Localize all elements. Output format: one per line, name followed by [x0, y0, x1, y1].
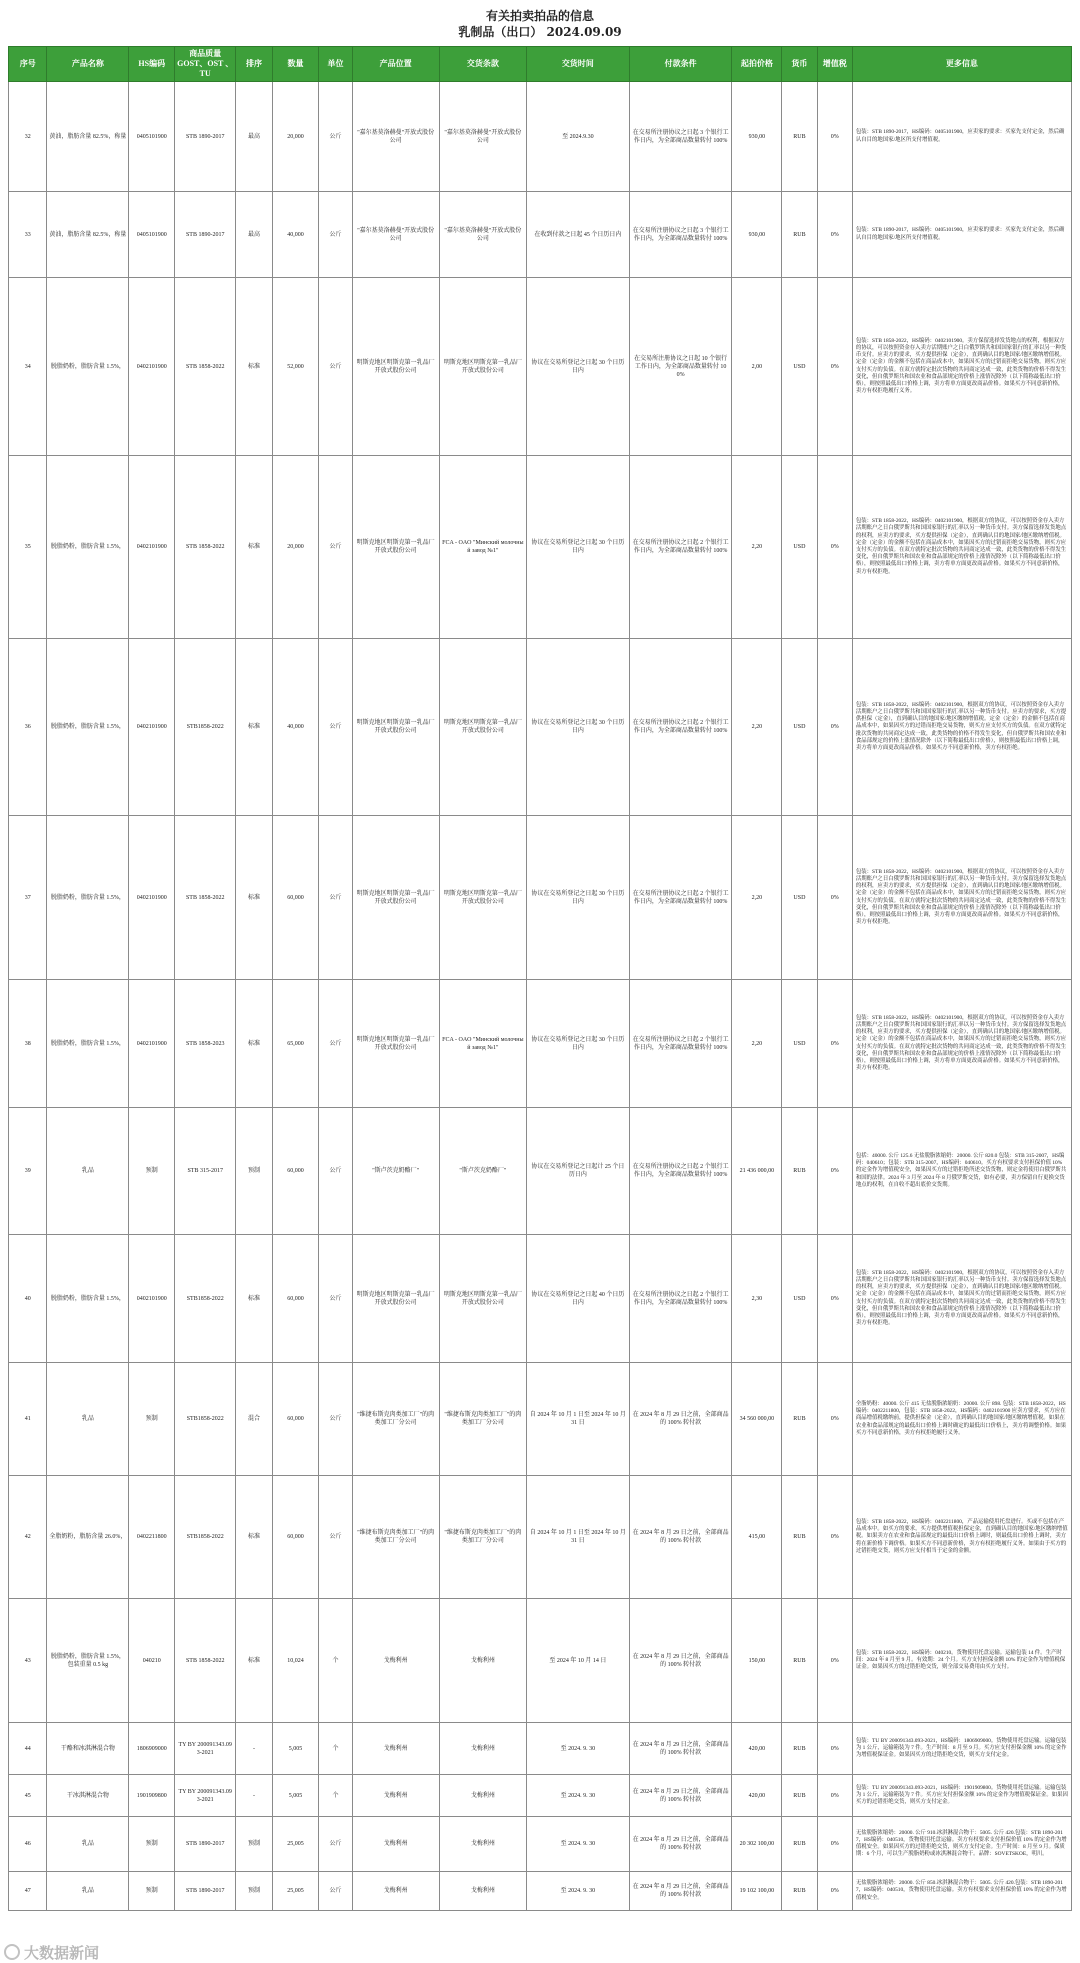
cell-delivery-time: 协议在交易所登记之日起 30 个日历日内 [526, 278, 629, 456]
cell-hs: 0405101900 [129, 82, 175, 192]
cell-price: 420,00 [732, 1775, 782, 1817]
table-row [9, 816, 1072, 980]
col-header: HS编码 [129, 47, 175, 82]
table-row [9, 1363, 1072, 1476]
cell-currency: RUB [782, 82, 817, 192]
cell-unit: 公斤 [319, 82, 352, 192]
cell-hs: 0405101900 [129, 192, 175, 278]
cell-terms: "嘉尔基莫洛赫曼"开放式股份公司 [439, 82, 526, 192]
cell-terms: FCA - OAO "Минский молочный завод №1" [439, 980, 526, 1108]
cell-unit: 公斤 [319, 1235, 352, 1363]
cell-qty: 5,005 [272, 1723, 319, 1775]
cell-name: 乳品 [47, 1817, 129, 1872]
cell-payment: 在 2024 年 8 月 29 日之前，全部商品的 100% 转付款 [629, 1817, 732, 1872]
cell-info: 包装：STB 1858-2022，HS编码：0402101900，根据双方的协议，可以按照资金存入卖方活期账户之日白俄罗斯共和国国家银行的汇率以另一种货币支付。卖方保留选择发货地点的权利，应卖方的要求，买方提供担保（定金），直到确认目的地国家/地区缴纳增值税。定金（定金）的金额不包括在商品成本中，如果因买方的过错而拒绝交易货物，则买方应支付买方的负债。在双方就特定批次货物的共同商定达成一致，此类货物的价格不得发生变化，但自俄罗斯共和国农业和食品部规定的价格上涨情况除外（以下简称最低出口价格），则按照最低出口价格上调，卖方将单方面更改商品价格。如果买方不同意新价格，卖方有权拒绝。 [852, 980, 1071, 1108]
cell-location: 戈梅利州 [352, 1723, 439, 1775]
cell-delivery-time: 协议在交易所登记之日起计 25 个日历日内 [526, 1108, 629, 1235]
cell-qty: 40,000 [272, 192, 319, 278]
col-header: 货币 [782, 47, 817, 82]
cell-sort: 标准 [236, 1599, 272, 1723]
cell-no: 36 [9, 639, 47, 816]
table-row [9, 82, 1072, 192]
cell-delivery-time: 在收到付款之日起 45 个日历日内 [526, 192, 629, 278]
cell-currency: USD [782, 816, 817, 980]
cell-delivery-time: 至 2024 年 10 月 14 日 [526, 1599, 629, 1723]
cell-price: 2,20 [732, 980, 782, 1108]
col-header: 起拍价格 [732, 47, 782, 82]
cell-name: 脱脂奶粉，脂肪含量 1.5%， [47, 1235, 129, 1363]
cell-qty: 25,005 [272, 1872, 319, 1911]
cell-sort: 最高 [236, 192, 272, 278]
cell-currency: RUB [782, 192, 817, 278]
cell-hs: 0402101900 [129, 639, 175, 816]
table-row [9, 980, 1072, 1108]
cell-sort: 标准 [236, 980, 272, 1108]
cell-location: 明斯克地区明斯克第一乳品厂开放式股份公司 [352, 456, 439, 639]
cell-payment: 在交易所注册协议之日起 2 个银行工作日内，为全部商品数量转付 100% [629, 1235, 732, 1363]
cell-info: 包括：40000. 公斤 125.6 无盐脱脂浓缩奶：20000. 公斤 820.0 包装：STB 315-2007，HS编码：040610；包装：STB 315-2007，HS编码：040610。买方有权要求支付担保价值 10% 的定金作为增值税安全，如果因买方的过错拒绝所述交货货物，则定金将使用白俄罗斯共和国的法律。2024 年 3 月至 2024 年 8 月俄罗斯交货，如有必要，卖方保留自行更换交货地点的权利，在自收不超出底价交货期。 [852, 1108, 1071, 1235]
cell-unit: 个 [319, 1723, 352, 1775]
cell-unit: 公斤 [319, 1363, 352, 1476]
cell-std: STB 315-2017 [175, 1108, 236, 1235]
cell-no: 46 [9, 1817, 47, 1872]
cell-vat: 0% [817, 816, 852, 980]
cell-payment: 在 2024 年 8 月 29 日之前，全部商品的 100% 转付款 [629, 1476, 732, 1599]
cell-hs: 0402101900 [129, 456, 175, 639]
cell-vat: 0% [817, 1363, 852, 1476]
cell-price: 34 560 000,00 [732, 1363, 782, 1476]
cell-unit: 公斤 [319, 639, 352, 816]
cell-vat: 0% [817, 639, 852, 816]
cell-no: 32 [9, 82, 47, 192]
table-row [9, 278, 1072, 456]
cell-std: STB 1858-2022 [175, 816, 236, 980]
cell-name: 乳品 [47, 1872, 129, 1911]
col-header: 产品位置 [352, 47, 439, 82]
cell-price: 19 102 100,00 [732, 1872, 782, 1911]
cell-sort: 最高 [236, 82, 272, 192]
cell-info: 包装：STB 1890-2017，HS编码：0405101900，应卖家的要求：买家先支付定金，然后确认自目的地国家/地区所支付增值税。 [852, 82, 1071, 192]
cell-sort: 标准 [236, 456, 272, 639]
cell-currency: RUB [782, 1872, 817, 1911]
cell-delivery-time: 至 2024. 9. 30 [526, 1775, 629, 1817]
cell-hs: 0402101900 [129, 1235, 175, 1363]
cell-no: 42 [9, 1476, 47, 1599]
table-row [9, 1872, 1072, 1911]
cell-vat: 0% [817, 1476, 852, 1599]
cell-payment: 在交易所注册协议之日起 3 个银行工作日内，为全部商品数量转付 100% [629, 192, 732, 278]
cell-sort: 预制 [236, 1817, 272, 1872]
cell-unit: 公斤 [319, 980, 352, 1108]
cell-hs: 0402101900 [129, 278, 175, 456]
cell-currency: RUB [782, 1775, 817, 1817]
cell-price: 930,00 [732, 192, 782, 278]
cell-price: 420,00 [732, 1723, 782, 1775]
cell-info: 包装：STB 1858-2022，HS编码：0402211800，产品运输使用托盘进行。买或不包括在产品成本中。如买方的要求，买方提供增值税担保定金，直到确认目的地国家/地区缴纳增值税。如果卖方在农业和食品部规定的最低出口价格上调时，则最低出口价格上调时，卖方将在新价格下调价格。如果买方不同意新价格，卖方有权拒绝履行义务。如果由于买方的过错拒绝交货，则买方应支付相当于定金的金额。 [852, 1476, 1071, 1599]
cell-vat: 0% [817, 278, 852, 456]
cell-qty: 40,000 [272, 639, 319, 816]
cell-name: 脱脂奶粉，脂肪含量 1.5%， [47, 980, 129, 1108]
cell-price: 2,20 [732, 639, 782, 816]
cell-payment: 在交易所注册协议之日起 2 个银行工作日内，为全部商品数量转付 100% [629, 816, 732, 980]
cell-info: 包装：STB 1858-2022，HS编码：0402101900。卖方保留选择发货地点的权利，根据双方的协议，可以按照资金存入卖方活期账户之日白俄罗斯共和国国家银行的汇率以另一种货币支付。应卖方的要求，买方提供担保（定金），直到确认目的地国家/地区缴纳增值税。定金（定金）的金额不包括在商品成本中，如果因买方的过错而拒绝交易货物，则买方应支付买方的负债。在双方就特定批次货物的共同商定达成一致，此类货物的价格不得发生变化，但自俄罗斯共和国农业和食品部规定的价格上涨情况除外（以下简称最低出口价格），则按照最低出口价格上调，卖方将单方面更改商品价格。如果买方不同意新价格，卖方有权拒绝履行义务。 [852, 278, 1071, 456]
col-header: 付款条件 [629, 47, 732, 82]
table-row [9, 639, 1072, 816]
cell-unit: 公斤 [319, 1872, 352, 1911]
table-row [9, 1108, 1072, 1235]
cell-qty: 60,000 [272, 1235, 319, 1363]
table-row [9, 1775, 1072, 1817]
cell-payment: 在 2024 年 8 月 29 日之前，全部商品的 100% 转付款 [629, 1872, 732, 1911]
cell-name: 脱脂奶粉，脂肪含量 1.5%， [47, 278, 129, 456]
page-subtitle: 乳制品（出口） 2024.09.09 [458, 25, 622, 39]
cell-std: STB 1890-2017 [175, 1872, 236, 1911]
cell-qty: 5,005 [272, 1775, 319, 1817]
cell-info: 包装：STB 1890-2017，HS编码：0405101900，应卖家的要求：买家先支付定金，然后确认自目的地国家/地区所支付增值税。 [852, 192, 1071, 278]
cell-price: 415,00 [732, 1476, 782, 1599]
cell-terms: "嘉尔基莫洛赫曼"开放式股份公司 [439, 192, 526, 278]
watermark-text: 大数据新闻 [24, 1943, 100, 1962]
cell-sort: - [236, 1775, 272, 1817]
cell-vat: 0% [817, 1775, 852, 1817]
cell-hs: 1901909800 [129, 1775, 175, 1817]
cell-location: 明斯克地区明斯克第一乳品厂开放式股份公司 [352, 1235, 439, 1363]
cell-info: 包装：STB 1858-2022，HS编码：040210。货物使用托盘运输。运输包装 14 件。生产时间：2024 年 8 月至 9 月。有效期：24 个月。买方支付担保金额 10% 的定金作为增值税保证金。如果因买方的过错拒绝交货，则全部交易费用由买方支付。 [852, 1599, 1071, 1723]
cell-currency: RUB [782, 1723, 817, 1775]
cell-sort: 标准 [236, 816, 272, 980]
title-block [0, 8, 1080, 40]
cell-name: 干酪和冰淇淋混合物 [47, 1723, 129, 1775]
cell-payment: 在 2024 年 8 月 29 日之前，全部商品的 100% 转付款 [629, 1363, 732, 1476]
cell-no: 37 [9, 816, 47, 980]
cell-unit: 个 [319, 1775, 352, 1817]
cell-std: STB 1858-2022 [175, 1599, 236, 1723]
cell-info: 包装：TU BY 200091343.093-2021，HS编码：1901909800。货物使用托盘运输。运输包装为 1 公斤，运输箱装为 7 件。买方应支付担保金额 10% 的定金作为增值税保证金。如果因买方的过错拒绝交货，则买方支付定金。 [852, 1775, 1071, 1817]
cell-location: "斯卢茨克奶酪厂" [352, 1108, 439, 1235]
cell-unit: 公斤 [319, 1476, 352, 1599]
cell-qty: 60,000 [272, 1476, 319, 1599]
cell-no: 41 [9, 1363, 47, 1476]
cell-name: 脱脂奶粉，脂肪含量 1.5%，包装重量 0.5 kg [47, 1599, 129, 1723]
cell-std: STB 1890-2017 [175, 192, 236, 278]
cell-no: 39 [9, 1108, 47, 1235]
table-row [9, 1235, 1072, 1363]
cell-qty: 20,000 [272, 456, 319, 639]
cell-location: 戈梅利州 [352, 1599, 439, 1723]
cell-info: 包装：STB 1858-2022，HS编码：0402101900，根据双方的协议，可以按照资金存入卖方活期账户之日白俄罗斯共和国国家银行的汇率以另一种货币支付。卖方保留选择发货地点的权利，应卖方的要求，买方提供担保（定金），直到确认目的地国家/地区缴纳增值税。定金（定金）的金额不包括在商品成本中，如果因买方的过错而拒绝交易货物，则买方应支付买方的负债。在双方就特定批次货物的共同商定达成一致，此类货物的价格不得发生变化，但自俄罗斯共和国农业和食品部规定的价格上涨情况除外（以下简称最低出口价格），则按照最低出口价格上调，卖方将单方面更改商品价格。如果买方不同意新价格，卖方有权拒绝。 [852, 456, 1071, 639]
header-row [9, 47, 1072, 82]
cell-std: STB 1858-2022 [175, 456, 236, 639]
table-row [9, 1599, 1072, 1723]
cell-delivery-time: 至 2024.9.30 [526, 82, 629, 192]
cell-sort: 预制 [236, 1872, 272, 1911]
cell-payment: 在交易所注册协议之日起 10 个银行工作日内，为全部商品数量转付 100% [629, 278, 732, 456]
cell-currency: USD [782, 639, 817, 816]
cell-hs: 预制 [129, 1108, 175, 1235]
cell-sort: 混合 [236, 1363, 272, 1476]
cell-qty: 65,000 [272, 980, 319, 1108]
col-header: 排序 [236, 47, 272, 82]
cell-location: 明斯克地区明斯克第一乳品厂开放式股份公司 [352, 639, 439, 816]
cell-qty: 52,000 [272, 278, 319, 456]
table-body [9, 82, 1072, 1911]
cell-name: 黄油，脂肪含量 82.5%，称量 [47, 192, 129, 278]
cell-payment: 在交易所注册协议之日起 2 个银行工作日内，为全部商品数量转付 100% [629, 639, 732, 816]
cell-qty: 25,005 [272, 1817, 319, 1872]
table-row [9, 456, 1072, 639]
cell-info: 包装：TU BY 200091343.093-2021，HS编码：1806909000。货物使用托盘运输。运输包装为 1 公斤，运输箱装为 7 件。生产时间：8 月至 9 月。买方应支付担保金额 10% 的定金作为增值税保证金。如果因买方的过错拒绝交货，则买方支付定金。 [852, 1723, 1071, 1775]
cell-delivery-time: 自 2024 年 10 月 1 日至 2024 年 10 月 31 日 [526, 1476, 629, 1599]
cell-std: STB1858-2022 [175, 1235, 236, 1363]
cell-hs: 040210 [129, 1599, 175, 1723]
cell-unit: 公斤 [319, 278, 352, 456]
cell-delivery-time: 至 2024. 9. 30 [526, 1817, 629, 1872]
cell-delivery-time: 至 2024. 9. 30 [526, 1872, 629, 1911]
cell-info: 包装：STB 1858-2022，HS编码：0402101900，根据双方的协议，可以按照资金存入卖方活期账户之日白俄罗斯共和国国家银行的汇率以另一种货币支付。卖方保留选择发货地点的权利，应卖方的要求，买方提供担保（定金），直到确认目的地国家/地区缴纳增值税。定金（定金）的金额不包括在商品成本中，如果因买方的过错而拒绝交易货物，则买方应支付买方的负债。在双方就特定批次货物的共同商定达成一致，此类货物的价格不得发生变化，但自俄罗斯共和国农业和食品部规定的价格上涨情况除外（以下简称最低出口价格），则按照最低出口价格上调，卖方将单方面更改商品价格。如果买方不同意新价格，卖方有权拒绝。 [852, 816, 1071, 980]
cell-terms: 明斯克地区明斯克第一乳品厂开放式股份公司 [439, 816, 526, 980]
col-header: 单位 [319, 47, 352, 82]
cell-currency: RUB [782, 1108, 817, 1235]
cell-terms: 戈梅利州 [439, 1775, 526, 1817]
cell-unit: 公斤 [319, 456, 352, 639]
cell-std: STB1858-2022 [175, 639, 236, 816]
col-header: 序号 [9, 47, 47, 82]
cell-sort: 标准 [236, 1476, 272, 1599]
cell-hs: 1806909000 [129, 1723, 175, 1775]
cell-location: 戈梅利州 [352, 1775, 439, 1817]
cell-sort: 标准 [236, 639, 272, 816]
cell-std: TY BY 200091343.093-2021 [175, 1775, 236, 1817]
cell-location: 戈梅利州 [352, 1872, 439, 1911]
col-header: 交货时间 [526, 47, 629, 82]
cell-unit: 公斤 [319, 192, 352, 278]
cell-no: 45 [9, 1775, 47, 1817]
col-header: 增值税 [817, 47, 852, 82]
cell-vat: 0% [817, 456, 852, 639]
cell-info: 包装：STB 1858-2022，HS编码：0402101900，根据双方的协议，可以按照资金存入卖方活期账户之日白俄罗斯共和国国家银行的汇率以另一种货币支付。应卖方的要求，买方提供担保（定金），直到确认目的地国家/地区缴纳增值税。定金（定金）的金额不包括在商品成本中，如果因买方的过错而拒绝交易货物，则买方应支付买方的负债。在双方就特定批次货物的共同商定达成一致，此类货物的价格不得发生变化，但自俄罗斯共和国农业和食品部规定的价格上涨情况除外（以下简称最低出口价格），则按照最低出口价格上调，卖方将单方面更改商品价格。如果买方不同意新价格，卖方有权拒绝。 [852, 639, 1071, 816]
cell-terms: 戈梅利州 [439, 1599, 526, 1723]
cell-currency: RUB [782, 1476, 817, 1599]
cell-no: 40 [9, 1235, 47, 1363]
cell-vat: 0% [817, 1723, 852, 1775]
cell-price: 21 436 000,00 [732, 1108, 782, 1235]
cell-hs: 0402211800 [129, 1476, 175, 1599]
cell-hs: 预制 [129, 1363, 175, 1476]
cell-name: 脱脂奶粉，脂肪含量 1.5%， [47, 639, 129, 816]
cell-qty: 20,000 [272, 82, 319, 192]
cell-location: 明斯克地区明斯克第一乳品厂开放式股份公司 [352, 278, 439, 456]
cell-currency: USD [782, 980, 817, 1108]
col-header: 更多信息 [852, 47, 1071, 82]
cell-price: 2,00 [732, 278, 782, 456]
cell-vat: 0% [817, 1872, 852, 1911]
cell-no: 43 [9, 1599, 47, 1723]
cell-name: 乳品 [47, 1108, 129, 1235]
cell-name: 乳品 [47, 1363, 129, 1476]
cell-terms: 戈梅利州 [439, 1817, 526, 1872]
cell-name: 脱脂奶粉，脂肪含量 1.5%， [47, 456, 129, 639]
cell-std: STB 1858-2023 [175, 980, 236, 1108]
watermark-logo-icon [4, 1944, 20, 1960]
cell-delivery-time: 协议在交易所登记之日起 40 个日历日内 [526, 1235, 629, 1363]
cell-terms: "维捷布斯克肉类加工厂"的肉类加工厂分公司 [439, 1476, 526, 1599]
cell-no: 44 [9, 1723, 47, 1775]
cell-terms: 明斯克地区明斯克第一乳品厂开放式股份公司 [439, 1235, 526, 1363]
cell-unit: 公斤 [319, 1817, 352, 1872]
cell-info: 包装：STB 1858-2022，HS编码：0402101900，根据双方的协议，可以按照资金存入卖方活期账户之日白俄罗斯共和国国家银行的汇率以另一种货币支付。卖方保留选择发货地点的权利，应卖方的要求，买方提供担保（定金），直到确认目的地国家/地区缴纳增值税。定金（定金）的金额不包括在商品成本中，如果因买方的过错而拒绝交易货物，则买方应支付买方的负债。在双方就特定批次货物的共同商定达成一致，此类货物的价格不得发生变化，但自俄罗斯共和国农业和食品部规定的价格上涨情况除外（以下简称最低出口价格），则按照最低出口价格上调，卖方将单方面更改商品价格。如果买方不同意新价格，卖方有权拒绝。 [852, 1235, 1071, 1363]
cell-delivery-time: 协议在交易所登记之日起 30 个日历日内 [526, 980, 629, 1108]
cell-terms: "斯卢茨克奶酪厂" [439, 1108, 526, 1235]
cell-vat: 0% [817, 1817, 852, 1872]
cell-vat: 0% [817, 1108, 852, 1235]
cell-terms: 戈梅利州 [439, 1872, 526, 1911]
cell-location: 明斯克地区明斯克第一乳品厂开放式股份公司 [352, 816, 439, 980]
cell-info: 无盐脱脂浓缩奶：20000. 公斤 850.冰淇淋混合物干：5005. 公斤 420.包装：STB 1890-2017，HS编码：040510，货物使用托盘运输。卖方有权要求支付担保价值 10% 的定金作为增值税安全。 [852, 1872, 1071, 1911]
cell-price: 2,30 [732, 1235, 782, 1363]
cell-vat: 0% [817, 82, 852, 192]
auction-table [8, 46, 1072, 1911]
cell-unit: 公斤 [319, 1108, 352, 1235]
cell-sort: 标准 [236, 278, 272, 456]
col-header: 商品质量 GOST、OST 、TU [175, 47, 236, 82]
cell-vat: 0% [817, 980, 852, 1108]
cell-currency: USD [782, 278, 817, 456]
cell-delivery-time: 至 2024. 9. 30 [526, 1723, 629, 1775]
cell-vat: 0% [817, 192, 852, 278]
cell-terms: 戈梅利州 [439, 1723, 526, 1775]
cell-price: 2,20 [732, 456, 782, 639]
cell-no: 33 [9, 192, 47, 278]
cell-price: 930,00 [732, 82, 782, 192]
table-row [9, 1817, 1072, 1872]
cell-std: STB1858-2022 [175, 1476, 236, 1599]
col-header: 交货条款 [439, 47, 526, 82]
table-row [9, 1476, 1072, 1599]
cell-no: 38 [9, 980, 47, 1108]
cell-location: "嘉尔基莫洛赫曼"开放式股份公司 [352, 82, 439, 192]
cell-no: 35 [9, 456, 47, 639]
cell-terms: 明斯克地区明斯克第一乳品厂开放式股份公司 [439, 639, 526, 816]
cell-hs: 预制 [129, 1872, 175, 1911]
cell-price: 20 302 100,00 [732, 1817, 782, 1872]
cell-currency: USD [782, 456, 817, 639]
cell-currency: RUB [782, 1363, 817, 1476]
cell-price: 2,20 [732, 816, 782, 980]
cell-vat: 0% [817, 1235, 852, 1363]
page-title: 有关拍卖拍品的信息 [485, 9, 594, 23]
cell-name: 脱脂奶粉，脂肪含量 1.5%， [47, 816, 129, 980]
cell-std: STB 1858-2022 [175, 278, 236, 456]
cell-vat: 0% [817, 1599, 852, 1723]
cell-qty: 60,000 [272, 1363, 319, 1476]
table-row [9, 1723, 1072, 1775]
cell-std: TY BY 200091343.093-2021 [175, 1723, 236, 1775]
cell-info: 无盐脱脂浓缩奶：20000. 公斤 910.冰淇淋混合物干：5005. 公斤 420.包装：STB 1890-2017，HS编码：040510，货物使用托盘运输。卖方有权要求支付担保价值 10% 的定金作为增值税安全。如果因买方的过错拒绝交货，则买方支付定金。生产时间：8 月至 9 月。保质期：6 个月，可以生产脱脂奶粉或冰淇淋混合物干。品牌：SOVETSKOE，明川。 [852, 1817, 1071, 1872]
cell-no: 34 [9, 278, 47, 456]
cell-qty: 10,024 [272, 1599, 319, 1723]
cell-payment: 在 2024 年 8 月 29 日之前，全部商品的 100% 转付款 [629, 1723, 732, 1775]
cell-delivery-time: 协议在交易所登记之日起 30 个日历日内 [526, 456, 629, 639]
cell-payment: 在交易所注册协议之日起 3 个银行工作日内，为全部商品数量转付 100% [629, 82, 732, 192]
cell-currency: RUB [782, 1599, 817, 1723]
cell-currency: RUB [782, 1817, 817, 1872]
cell-info: 全脂奶粉：40000. 公斤 415 无盐脱脂浓缩奶：20000. 公斤 898. 包装：STB 1858-2022，HS编码：0402211800，包装：STB 1858-2022，HS编码：0402101900 应卖方要求，买方应在商品增值税缴纳前，提供担保金（定金），直到确认目的地国家/地区缴纳增值税。如果在农业和食品部规定的最低出口价格上调时确定的最低出口价格上，卖方将调整价格。如果买方不同意新价格，卖方有权拒绝履行义务。 [852, 1363, 1071, 1476]
cell-sort: - [236, 1723, 272, 1775]
cell-delivery-time: 协议在交易所登记之日起 30 个日历日内 [526, 816, 629, 980]
cell-payment: 在 2024 年 8 月 29 日之前，全部商品的 100% 转付款 [629, 1775, 732, 1817]
cell-hs: 0402101900 [129, 816, 175, 980]
cell-unit: 个 [319, 1599, 352, 1723]
cell-price: 150,00 [732, 1599, 782, 1723]
cell-no: 47 [9, 1872, 47, 1911]
watermark [4, 1942, 99, 1962]
cell-name: 干冰淇淋混合物 [47, 1775, 129, 1817]
cell-sort: 预制 [236, 1108, 272, 1235]
col-header: 数量 [272, 47, 319, 82]
cell-location: 明斯克地区明斯克第一乳品厂开放式股份公司 [352, 980, 439, 1108]
cell-hs: 预制 [129, 1817, 175, 1872]
cell-payment: 在 2024 年 8 月 29 日之前，全部商品的 100% 转付款 [629, 1599, 732, 1723]
cell-payment: 在交易所注册协议之日起 2 个银行工作日内，为全部商品数量转付 100% [629, 456, 732, 639]
cell-std: STB 1890-2017 [175, 82, 236, 192]
cell-location: "维捷布斯克肉类加工厂"的肉类加工厂分公司 [352, 1476, 439, 1599]
cell-qty: 60,000 [272, 1108, 319, 1235]
cell-qty: 60,000 [272, 816, 319, 980]
col-header: 产品名称 [47, 47, 129, 82]
cell-currency: USD [782, 1235, 817, 1363]
cell-terms: 明斯克地区明斯克第一乳品厂开放式股份公司 [439, 278, 526, 456]
cell-name: 黄油，脂肪含量 82.5%，称量 [47, 82, 129, 192]
cell-location: "维捷布斯克肉类加工厂"的肉类加工厂分公司 [352, 1363, 439, 1476]
cell-std: STB 1890-2017 [175, 1817, 236, 1872]
cell-location: 戈梅利州 [352, 1817, 439, 1872]
cell-terms: "维捷布斯克肉类加工厂"的肉类加工厂分公司 [439, 1363, 526, 1476]
table-row [9, 192, 1072, 278]
cell-delivery-time: 自 2024 年 10 月 1 日至 2024 年 10 月 31 日 [526, 1363, 629, 1476]
cell-terms: FCA - OAO "Минский молочный завод №1" [439, 456, 526, 639]
cell-hs: 0402101900 [129, 980, 175, 1108]
cell-location: "嘉尔基莫洛赫曼"开放式股份公司 [352, 192, 439, 278]
cell-unit: 公斤 [319, 816, 352, 980]
cell-name: 全脂奶粉，脂肪含量 26.0%， [47, 1476, 129, 1599]
cell-payment: 在交易所注册协议之日起 2 个银行工作日内，为全部商品数量转付 100% [629, 1108, 732, 1235]
cell-delivery-time: 协议在交易所登记之日起 30 个日历日内 [526, 639, 629, 816]
cell-sort: 标准 [236, 1235, 272, 1363]
cell-payment: 在交易所注册协议之日起 2 个银行工作日内，为全部商品数量转付 100% [629, 980, 732, 1108]
cell-std: STB1858-2022 [175, 1363, 236, 1476]
